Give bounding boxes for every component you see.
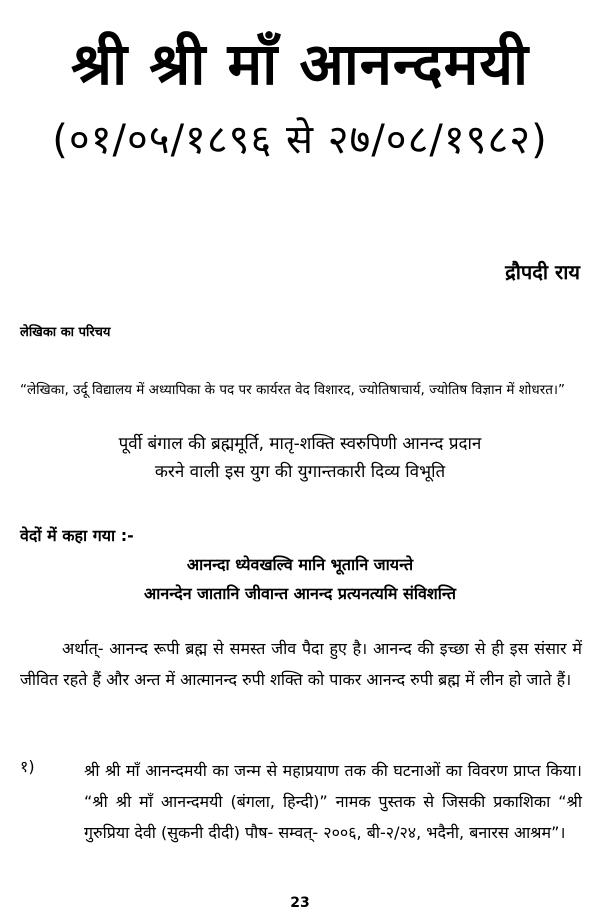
life-dates: (०१/०५/१८९६ से २७/०८/१९८२)	[52, 117, 548, 163]
author-name: द्रौपदी राय	[505, 260, 580, 284]
list-item-number: १)	[20, 757, 35, 776]
intro-text: “लेखिका, उर्दू विद्यालय में अध्यापिका के पद पर कार्यरत वेद विशारद, ज्योतिषाचार्य, ज्योतिष विज्ञान में शोधरत।”	[20, 382, 566, 398]
tagline-line: पूर्वी बंगाल की ब्रह्ममूर्ति, मातृ-शक्ति स्वरुपिणी आनन्द प्रदान	[118, 434, 482, 454]
shloka	[0, 550, 600, 608]
list-item-text: श्री श्री माँ आनन्दमयी का जन्म से महाप्रयाण तक की घटनाओं का विवरण प्राप्त किया। “श्री श्री माँ आनन्दमयी (बंगला, हिन्दी)” नामक पुस्तक से जिसकी प्रकाशिका “श्री गुरुप्रिया देवी (सुकनी दीदी) पौष- सम्वत्- २००६, बी-२/२४, भदैनी, बनारस आश्रम”।	[84, 761, 582, 842]
center-tagline	[0, 430, 600, 486]
shloka-line: आनन्देन जातानि जीवान्त आनन्द प्रत्यनत्यमि संविशन्ति	[144, 584, 456, 603]
shloka-line: आनन्दा ध्येवखल्वि मानि भूतानि जायन्ते	[186, 555, 414, 574]
page-number: 23	[290, 895, 310, 911]
page-title: श्री श्री माँ आनन्दमयी	[71, 30, 529, 98]
vedo-heading: वेदों में कहा गया :-	[20, 526, 134, 545]
meaning-paragraph: अर्थात्- आनन्द रूपी ब्रह्म से समस्त जीव पैदा हुए है। आनन्द की इच्छा से ही इस संसार में जीवित रहते हैं और अन्त में आत्मानन्द रुपी शक्ति को पाकर आनन्द रुपी ब्रह्म में लीन हो जाते हैं।	[20, 639, 582, 689]
intro-label: लेखिका का परिचय	[20, 325, 111, 340]
tagline-line: करने वाली इस युग की युगान्तकारी दिव्य विभूति	[154, 462, 446, 482]
